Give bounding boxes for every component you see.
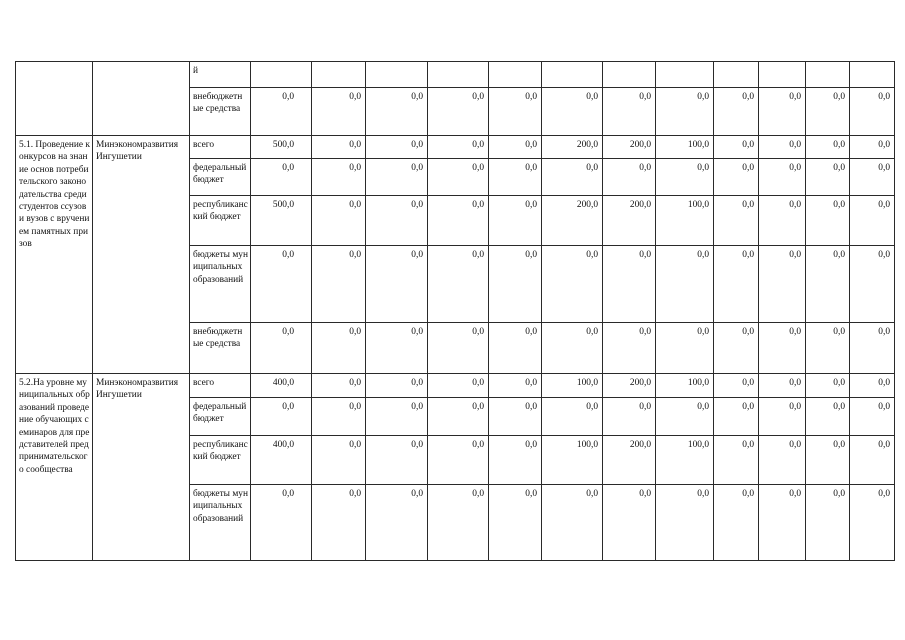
value-cell: 0,0 [714, 159, 759, 196]
value-cell [656, 62, 714, 88]
value-cell: 0,0 [603, 323, 656, 374]
value-cell: 0,0 [428, 323, 489, 374]
value-cell: 0,0 [312, 196, 366, 246]
value-cell: 400,0 [251, 436, 312, 485]
value-cell: 0,0 [759, 88, 806, 136]
value-cell: 0,0 [251, 485, 312, 561]
value-cell: 0,0 [428, 196, 489, 246]
value-cell [428, 62, 489, 88]
activity-name-cell: 5.1. Проведение конкурсов на знание основ потребительского законодательства среди студентов ссузов и вузов с вручением памятных призов [16, 136, 93, 374]
value-cell: 0,0 [489, 136, 542, 159]
value-cell: 0,0 [806, 323, 850, 374]
value-cell: 0,0 [428, 374, 489, 398]
value-cell: 200,0 [542, 196, 603, 246]
source-cell: бюджеты муниципальных образований [190, 246, 251, 323]
value-cell: 0,0 [759, 246, 806, 323]
value-cell: 100,0 [542, 436, 603, 485]
value-cell: 0,0 [366, 159, 428, 196]
value-cell: 200,0 [542, 136, 603, 159]
value-cell: 0,0 [806, 136, 850, 159]
table-row [16, 374, 895, 398]
value-cell: 0,0 [759, 196, 806, 246]
value-cell: 0,0 [251, 323, 312, 374]
value-cell: 0,0 [428, 398, 489, 436]
value-cell: 0,0 [806, 436, 850, 485]
value-cell: 0,0 [428, 159, 489, 196]
value-cell: 0,0 [251, 88, 312, 136]
value-cell: 0,0 [714, 196, 759, 246]
value-cell: 0,0 [759, 136, 806, 159]
value-cell: 0,0 [759, 323, 806, 374]
value-cell: 0,0 [428, 246, 489, 323]
value-cell: 0,0 [366, 323, 428, 374]
value-cell: 0,0 [656, 398, 714, 436]
value-cell: 0,0 [251, 398, 312, 436]
value-cell: 0,0 [489, 88, 542, 136]
value-cell: 0,0 [806, 398, 850, 436]
value-cell: 0,0 [312, 398, 366, 436]
value-cell: 0,0 [366, 136, 428, 159]
table-row [16, 136, 895, 159]
activity-name-cell: 5.2.На уровне муниципальных образований проведение обучающих семинаров для представителей предпринимательского сообщества [16, 374, 93, 561]
source-cell: федеральный бюджет [190, 159, 251, 196]
value-cell: 0,0 [366, 88, 428, 136]
value-cell: 0,0 [850, 374, 895, 398]
value-cell: 0,0 [542, 88, 603, 136]
value-cell: 0,0 [850, 436, 895, 485]
value-cell: 0,0 [366, 436, 428, 485]
value-cell: 0,0 [489, 436, 542, 485]
value-cell: 0,0 [806, 485, 850, 561]
source-cell: федеральный бюджет [190, 398, 251, 436]
source-cell: республиканский бюджет [190, 436, 251, 485]
value-cell: 0,0 [714, 246, 759, 323]
value-cell: 0,0 [428, 88, 489, 136]
value-cell: 0,0 [759, 436, 806, 485]
table-row [16, 62, 895, 88]
value-cell: 0,0 [714, 374, 759, 398]
value-cell: 0,0 [759, 485, 806, 561]
value-cell: 0,0 [603, 159, 656, 196]
value-cell [603, 62, 656, 88]
value-cell: 0,0 [489, 196, 542, 246]
continued-executor-cell [93, 62, 190, 136]
value-cell: 100,0 [656, 196, 714, 246]
value-cell: 0,0 [656, 159, 714, 196]
value-cell: 0,0 [366, 196, 428, 246]
value-cell: 0,0 [312, 323, 366, 374]
value-cell: 0,0 [850, 246, 895, 323]
value-cell: 0,0 [312, 246, 366, 323]
value-cell: 0,0 [312, 436, 366, 485]
source-cell: й [190, 62, 251, 88]
value-cell: 500,0 [251, 196, 312, 246]
value-cell: 0,0 [428, 436, 489, 485]
value-cell: 0,0 [489, 485, 542, 561]
value-cell: 0,0 [428, 485, 489, 561]
value-cell: 0,0 [850, 159, 895, 196]
value-cell: 0,0 [489, 323, 542, 374]
value-cell: 0,0 [656, 88, 714, 136]
value-cell: 0,0 [542, 485, 603, 561]
value-cell: 0,0 [806, 246, 850, 323]
value-cell: 0,0 [312, 485, 366, 561]
value-cell: 0,0 [366, 398, 428, 436]
value-cell [312, 62, 366, 88]
value-cell: 0,0 [714, 136, 759, 159]
value-cell: 0,0 [850, 196, 895, 246]
value-cell: 100,0 [542, 374, 603, 398]
value-cell: 100,0 [656, 436, 714, 485]
source-cell: всего [190, 374, 251, 398]
source-cell: внебюджетные средства [190, 323, 251, 374]
value-cell: 0,0 [806, 88, 850, 136]
value-cell [489, 62, 542, 88]
value-cell: 200,0 [603, 136, 656, 159]
executor-cell: Минэкономразвития Ингушетии [93, 374, 190, 561]
value-cell: 0,0 [603, 88, 656, 136]
value-cell [366, 62, 428, 88]
value-cell [759, 62, 806, 88]
value-cell: 400,0 [251, 374, 312, 398]
value-cell: 0,0 [489, 374, 542, 398]
value-cell: 0,0 [603, 485, 656, 561]
value-cell: 0,0 [251, 159, 312, 196]
value-cell: 500,0 [251, 136, 312, 159]
value-cell: 0,0 [251, 246, 312, 323]
value-cell: 0,0 [312, 159, 366, 196]
value-cell: 0,0 [714, 398, 759, 436]
value-cell: 0,0 [542, 246, 603, 323]
value-cell: 0,0 [656, 246, 714, 323]
value-cell: 0,0 [312, 374, 366, 398]
source-cell: республиканский бюджет [190, 196, 251, 246]
value-cell: 0,0 [366, 246, 428, 323]
value-cell: 200,0 [603, 436, 656, 485]
continued-name-cell [16, 62, 93, 136]
value-cell: 0,0 [489, 398, 542, 436]
value-cell: 0,0 [850, 398, 895, 436]
value-cell [542, 62, 603, 88]
value-cell: 0,0 [542, 398, 603, 436]
value-cell: 0,0 [489, 246, 542, 323]
budget-table [15, 61, 895, 561]
value-cell: 0,0 [714, 88, 759, 136]
value-cell: 0,0 [366, 485, 428, 561]
value-cell [806, 62, 850, 88]
value-cell: 0,0 [656, 485, 714, 561]
value-cell: 0,0 [759, 374, 806, 398]
value-cell: 100,0 [656, 374, 714, 398]
value-cell: 0,0 [656, 323, 714, 374]
value-cell: 0,0 [850, 88, 895, 136]
value-cell: 0,0 [850, 485, 895, 561]
value-cell: 0,0 [428, 136, 489, 159]
value-cell: 100,0 [656, 136, 714, 159]
table-body [16, 62, 895, 561]
value-cell: 0,0 [603, 398, 656, 436]
value-cell: 0,0 [714, 323, 759, 374]
value-cell: 200,0 [603, 196, 656, 246]
value-cell [850, 62, 895, 88]
value-cell: 0,0 [542, 323, 603, 374]
value-cell: 0,0 [603, 246, 656, 323]
value-cell: 0,0 [366, 374, 428, 398]
source-cell: бюджеты муниципальных образований [190, 485, 251, 561]
value-cell [251, 62, 312, 88]
value-cell: 0,0 [806, 374, 850, 398]
value-cell [714, 62, 759, 88]
value-cell: 0,0 [489, 159, 542, 196]
value-cell: 200,0 [603, 374, 656, 398]
value-cell: 0,0 [542, 159, 603, 196]
source-cell: внебюджетные средства [190, 88, 251, 136]
value-cell: 0,0 [806, 159, 850, 196]
value-cell: 0,0 [759, 159, 806, 196]
value-cell: 0,0 [714, 485, 759, 561]
value-cell: 0,0 [714, 436, 759, 485]
value-cell: 0,0 [312, 136, 366, 159]
value-cell: 0,0 [850, 136, 895, 159]
value-cell: 0,0 [312, 88, 366, 136]
executor-cell: Минэкономразвития Ингушетии [93, 136, 190, 374]
value-cell: 0,0 [759, 398, 806, 436]
value-cell: 0,0 [850, 323, 895, 374]
source-cell: всего [190, 136, 251, 159]
value-cell: 0,0 [806, 196, 850, 246]
